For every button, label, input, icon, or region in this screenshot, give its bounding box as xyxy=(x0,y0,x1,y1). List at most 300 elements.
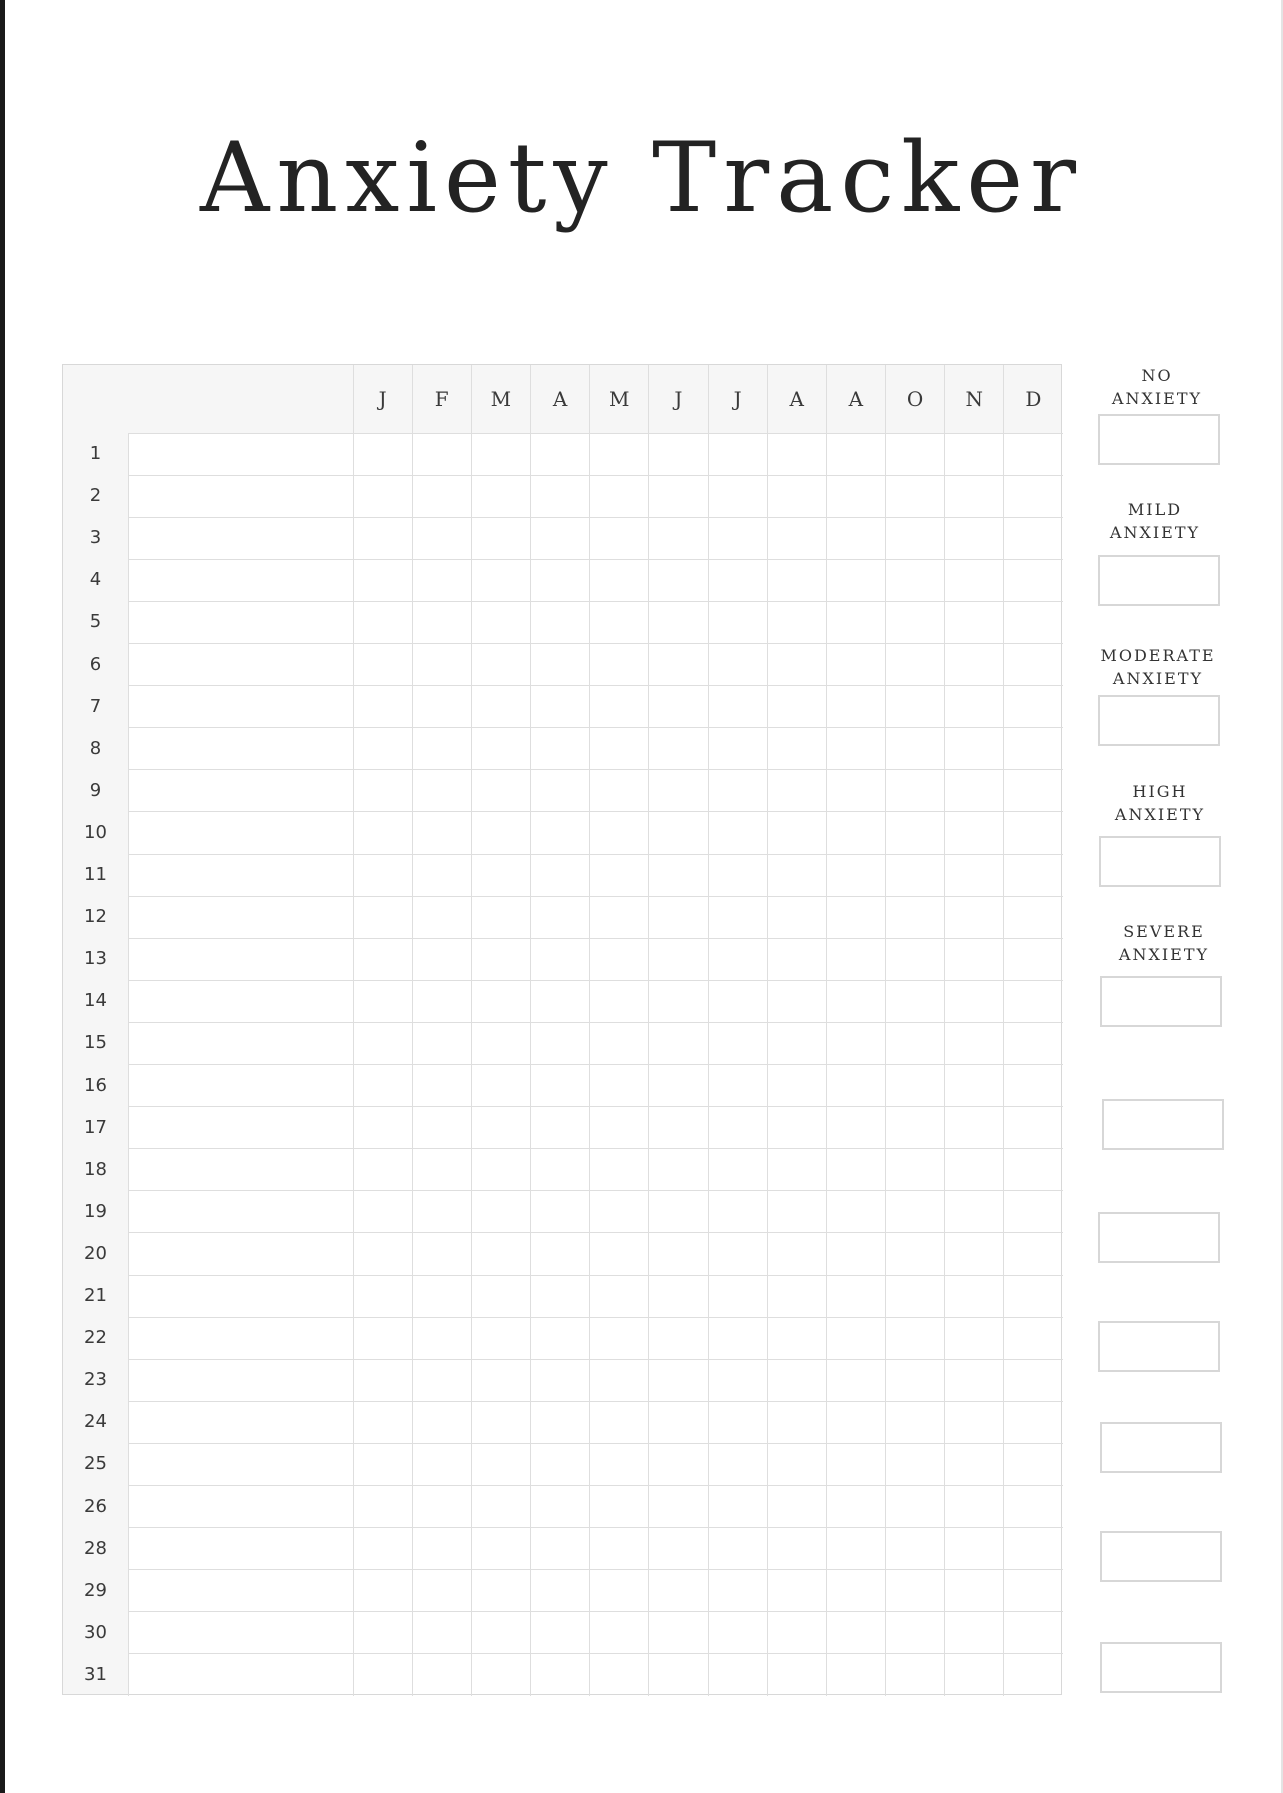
tracker-cell[interactable] xyxy=(590,1528,649,1570)
tracker-cell[interactable] xyxy=(945,1107,1004,1149)
tracker-cell[interactable] xyxy=(531,1107,590,1149)
tracker-cell[interactable] xyxy=(471,1654,530,1696)
tracker-cell[interactable] xyxy=(353,1401,412,1443)
tracker-cell[interactable] xyxy=(767,644,826,686)
tracker-cell[interactable] xyxy=(886,1654,945,1696)
tracker-cell[interactable] xyxy=(531,517,590,559)
tracker-cell[interactable] xyxy=(649,1654,708,1696)
tracker-cell[interactable] xyxy=(471,1317,530,1359)
tracker-cell[interactable] xyxy=(531,601,590,643)
tracker-cell[interactable] xyxy=(649,1233,708,1275)
tracker-cell[interactable] xyxy=(590,559,649,601)
tracker-cell[interactable] xyxy=(649,1612,708,1654)
tracker-cell[interactable] xyxy=(708,559,767,601)
tracker-cell[interactable] xyxy=(1004,1401,1063,1443)
tracker-cell[interactable] xyxy=(412,1275,471,1317)
tracker-cell[interactable] xyxy=(353,1612,412,1654)
tracker-cell[interactable] xyxy=(767,1317,826,1359)
tracker-cell[interactable] xyxy=(886,1275,945,1317)
day-note-cell[interactable] xyxy=(128,896,353,938)
tracker-cell[interactable] xyxy=(886,770,945,812)
day-note-cell[interactable] xyxy=(128,1528,353,1570)
tracker-cell[interactable] xyxy=(945,517,1004,559)
tracker-cell[interactable] xyxy=(531,896,590,938)
tracker-cell[interactable] xyxy=(886,938,945,980)
tracker-cell[interactable] xyxy=(649,1570,708,1612)
tracker-cell[interactable] xyxy=(353,559,412,601)
tracker-cell[interactable] xyxy=(886,644,945,686)
tracker-cell[interactable] xyxy=(886,1612,945,1654)
tracker-cell[interactable] xyxy=(471,644,530,686)
tracker-cell[interactable] xyxy=(767,1107,826,1149)
tracker-cell[interactable] xyxy=(353,1443,412,1485)
tracker-cell[interactable] xyxy=(412,1107,471,1149)
tracker-cell[interactable] xyxy=(708,1022,767,1064)
tracker-cell[interactable] xyxy=(1004,1654,1063,1696)
tracker-cell[interactable] xyxy=(353,1149,412,1191)
day-note-cell[interactable] xyxy=(128,601,353,643)
tracker-cell[interactable] xyxy=(649,896,708,938)
tracker-cell[interactable] xyxy=(708,1317,767,1359)
tracker-cell[interactable] xyxy=(945,1612,1004,1654)
tracker-cell[interactable] xyxy=(708,1107,767,1149)
tracker-cell[interactable] xyxy=(886,433,945,475)
tracker-cell[interactable] xyxy=(590,1359,649,1401)
tracker-cell[interactable] xyxy=(945,1149,1004,1191)
tracker-cell[interactable] xyxy=(945,1233,1004,1275)
tracker-cell[interactable] xyxy=(1004,1107,1063,1149)
tracker-cell[interactable] xyxy=(826,1654,885,1696)
tracker-cell[interactable] xyxy=(708,1149,767,1191)
tracker-cell[interactable] xyxy=(531,1317,590,1359)
tracker-cell[interactable] xyxy=(353,1570,412,1612)
tracker-cell[interactable] xyxy=(886,980,945,1022)
tracker-cell[interactable] xyxy=(886,601,945,643)
tracker-cell[interactable] xyxy=(708,1654,767,1696)
day-note-cell[interactable] xyxy=(128,1654,353,1696)
tracker-cell[interactable] xyxy=(826,980,885,1022)
tracker-cell[interactable] xyxy=(649,1149,708,1191)
tracker-cell[interactable] xyxy=(708,938,767,980)
tracker-cell[interactable] xyxy=(708,1191,767,1233)
tracker-cell[interactable] xyxy=(1004,1359,1063,1401)
tracker-cell[interactable] xyxy=(649,686,708,728)
tracker-cell[interactable] xyxy=(708,1275,767,1317)
day-note-cell[interactable] xyxy=(128,517,353,559)
tracker-cell[interactable] xyxy=(471,1065,530,1107)
legend-color-box[interactable] xyxy=(1098,414,1220,465)
tracker-cell[interactable] xyxy=(590,601,649,643)
tracker-cell[interactable] xyxy=(471,686,530,728)
tracker-cell[interactable] xyxy=(886,1191,945,1233)
tracker-cell[interactable] xyxy=(353,812,412,854)
tracker-cell[interactable] xyxy=(945,1486,1004,1528)
tracker-cell[interactable] xyxy=(886,1149,945,1191)
tracker-cell[interactable] xyxy=(945,1022,1004,1064)
tracker-cell[interactable] xyxy=(649,517,708,559)
tracker-cell[interactable] xyxy=(412,1486,471,1528)
tracker-cell[interactable] xyxy=(886,1317,945,1359)
tracker-cell[interactable] xyxy=(590,1443,649,1485)
tracker-cell[interactable] xyxy=(826,1528,885,1570)
tracker-cell[interactable] xyxy=(412,517,471,559)
tracker-cell[interactable] xyxy=(649,980,708,1022)
tracker-cell[interactable] xyxy=(945,1317,1004,1359)
tracker-cell[interactable] xyxy=(412,559,471,601)
tracker-cell[interactable] xyxy=(353,1065,412,1107)
day-note-cell[interactable] xyxy=(128,1233,353,1275)
tracker-cell[interactable] xyxy=(590,1233,649,1275)
tracker-cell[interactable] xyxy=(886,1233,945,1275)
tracker-cell[interactable] xyxy=(886,1570,945,1612)
tracker-cell[interactable] xyxy=(767,559,826,601)
tracker-cell[interactable] xyxy=(649,1401,708,1443)
day-note-cell[interactable] xyxy=(128,1065,353,1107)
tracker-cell[interactable] xyxy=(531,770,590,812)
tracker-cell[interactable] xyxy=(767,475,826,517)
tracker-cell[interactable] xyxy=(531,980,590,1022)
tracker-cell[interactable] xyxy=(412,686,471,728)
tracker-cell[interactable] xyxy=(767,1149,826,1191)
tracker-cell[interactable] xyxy=(826,812,885,854)
tracker-cell[interactable] xyxy=(412,1149,471,1191)
tracker-cell[interactable] xyxy=(767,1275,826,1317)
tracker-cell[interactable] xyxy=(1004,770,1063,812)
tracker-cell[interactable] xyxy=(826,1022,885,1064)
tracker-cell[interactable] xyxy=(1004,517,1063,559)
tracker-cell[interactable] xyxy=(590,1022,649,1064)
tracker-cell[interactable] xyxy=(531,686,590,728)
tracker-cell[interactable] xyxy=(590,1275,649,1317)
tracker-cell[interactable] xyxy=(353,1528,412,1570)
tracker-cell[interactable] xyxy=(649,854,708,896)
tracker-cell[interactable] xyxy=(826,1443,885,1485)
day-note-cell[interactable] xyxy=(128,770,353,812)
tracker-cell[interactable] xyxy=(1004,644,1063,686)
tracker-cell[interactable] xyxy=(1004,728,1063,770)
tracker-cell[interactable] xyxy=(1004,896,1063,938)
tracker-cell[interactable] xyxy=(708,1443,767,1485)
tracker-cell[interactable] xyxy=(1004,1317,1063,1359)
tracker-cell[interactable] xyxy=(353,770,412,812)
tracker-cell[interactable] xyxy=(1004,1570,1063,1612)
tracker-cell[interactable] xyxy=(708,1486,767,1528)
tracker-cell[interactable] xyxy=(531,1443,590,1485)
tracker-cell[interactable] xyxy=(590,1486,649,1528)
tracker-cell[interactable] xyxy=(826,644,885,686)
tracker-cell[interactable] xyxy=(353,854,412,896)
tracker-cell[interactable] xyxy=(590,1612,649,1654)
day-note-cell[interactable] xyxy=(128,854,353,896)
tracker-cell[interactable] xyxy=(471,938,530,980)
tracker-cell[interactable] xyxy=(649,1486,708,1528)
tracker-cell[interactable] xyxy=(826,728,885,770)
tracker-cell[interactable] xyxy=(353,728,412,770)
tracker-cell[interactable] xyxy=(1004,1528,1063,1570)
tracker-cell[interactable] xyxy=(945,1191,1004,1233)
tracker-cell[interactable] xyxy=(412,728,471,770)
tracker-cell[interactable] xyxy=(531,1022,590,1064)
tracker-cell[interactable] xyxy=(412,644,471,686)
tracker-cell[interactable] xyxy=(945,980,1004,1022)
tracker-cell[interactable] xyxy=(590,1191,649,1233)
tracker-cell[interactable] xyxy=(471,1528,530,1570)
tracker-cell[interactable] xyxy=(590,812,649,854)
tracker-cell[interactable] xyxy=(826,1570,885,1612)
tracker-cell[interactable] xyxy=(471,1612,530,1654)
tracker-cell[interactable] xyxy=(708,770,767,812)
tracker-cell[interactable] xyxy=(826,1486,885,1528)
extra-legend-box[interactable] xyxy=(1100,1642,1222,1693)
tracker-cell[interactable] xyxy=(1004,938,1063,980)
day-note-cell[interactable] xyxy=(128,1570,353,1612)
tracker-cell[interactable] xyxy=(531,1233,590,1275)
tracker-cell[interactable] xyxy=(945,1359,1004,1401)
tracker-cell[interactable] xyxy=(531,938,590,980)
tracker-cell[interactable] xyxy=(1004,1065,1063,1107)
tracker-cell[interactable] xyxy=(767,1022,826,1064)
tracker-cell[interactable] xyxy=(412,1443,471,1485)
tracker-cell[interactable] xyxy=(767,980,826,1022)
tracker-cell[interactable] xyxy=(945,644,1004,686)
tracker-cell[interactable] xyxy=(353,1654,412,1696)
tracker-cell[interactable] xyxy=(708,686,767,728)
tracker-cell[interactable] xyxy=(826,854,885,896)
tracker-cell[interactable] xyxy=(531,1065,590,1107)
tracker-cell[interactable] xyxy=(945,1401,1004,1443)
tracker-cell[interactable] xyxy=(767,1359,826,1401)
tracker-cell[interactable] xyxy=(886,1401,945,1443)
tracker-cell[interactable] xyxy=(353,601,412,643)
tracker-cell[interactable] xyxy=(708,728,767,770)
tracker-cell[interactable] xyxy=(945,475,1004,517)
tracker-cell[interactable] xyxy=(590,1570,649,1612)
tracker-cell[interactable] xyxy=(649,1065,708,1107)
tracker-cell[interactable] xyxy=(590,433,649,475)
tracker-cell[interactable] xyxy=(590,644,649,686)
day-note-cell[interactable] xyxy=(128,1401,353,1443)
tracker-cell[interactable] xyxy=(412,854,471,896)
tracker-cell[interactable] xyxy=(531,559,590,601)
day-note-cell[interactable] xyxy=(128,1275,353,1317)
tracker-cell[interactable] xyxy=(708,896,767,938)
tracker-cell[interactable] xyxy=(471,1107,530,1149)
tracker-cell[interactable] xyxy=(767,686,826,728)
tracker-cell[interactable] xyxy=(767,854,826,896)
tracker-cell[interactable] xyxy=(531,1570,590,1612)
tracker-cell[interactable] xyxy=(886,559,945,601)
tracker-cell[interactable] xyxy=(1004,1233,1063,1275)
tracker-cell[interactable] xyxy=(412,1654,471,1696)
tracker-cell[interactable] xyxy=(1004,686,1063,728)
tracker-cell[interactable] xyxy=(945,728,1004,770)
tracker-cell[interactable] xyxy=(590,1149,649,1191)
tracker-cell[interactable] xyxy=(412,1233,471,1275)
tracker-cell[interactable] xyxy=(886,1359,945,1401)
tracker-cell[interactable] xyxy=(945,559,1004,601)
tracker-cell[interactable] xyxy=(826,1359,885,1401)
day-note-cell[interactable] xyxy=(128,812,353,854)
tracker-cell[interactable] xyxy=(531,1191,590,1233)
tracker-cell[interactable] xyxy=(353,1317,412,1359)
tracker-cell[interactable] xyxy=(767,1570,826,1612)
tracker-cell[interactable] xyxy=(1004,601,1063,643)
tracker-cell[interactable] xyxy=(886,1022,945,1064)
tracker-cell[interactable] xyxy=(471,1022,530,1064)
tracker-cell[interactable] xyxy=(353,1359,412,1401)
tracker-cell[interactable] xyxy=(531,812,590,854)
tracker-cell[interactable] xyxy=(708,517,767,559)
tracker-cell[interactable] xyxy=(353,686,412,728)
tracker-cell[interactable] xyxy=(412,1065,471,1107)
tracker-cell[interactable] xyxy=(471,812,530,854)
tracker-cell[interactable] xyxy=(531,1401,590,1443)
tracker-cell[interactable] xyxy=(826,1107,885,1149)
day-note-cell[interactable] xyxy=(128,1359,353,1401)
tracker-cell[interactable] xyxy=(826,938,885,980)
tracker-cell[interactable] xyxy=(649,728,708,770)
tracker-cell[interactable] xyxy=(471,728,530,770)
tracker-cell[interactable] xyxy=(767,938,826,980)
tracker-cell[interactable] xyxy=(412,475,471,517)
tracker-cell[interactable] xyxy=(826,1275,885,1317)
tracker-cell[interactable] xyxy=(471,1570,530,1612)
tracker-cell[interactable] xyxy=(649,1191,708,1233)
tracker-cell[interactable] xyxy=(1004,1022,1063,1064)
tracker-cell[interactable] xyxy=(1004,1149,1063,1191)
tracker-cell[interactable] xyxy=(590,728,649,770)
tracker-cell[interactable] xyxy=(886,854,945,896)
tracker-cell[interactable] xyxy=(412,1317,471,1359)
tracker-cell[interactable] xyxy=(353,980,412,1022)
tracker-cell[interactable] xyxy=(590,686,649,728)
tracker-cell[interactable] xyxy=(649,644,708,686)
tracker-cell[interactable] xyxy=(531,1275,590,1317)
tracker-cell[interactable] xyxy=(649,559,708,601)
tracker-cell[interactable] xyxy=(767,1065,826,1107)
tracker-cell[interactable] xyxy=(945,938,1004,980)
tracker-cell[interactable] xyxy=(412,433,471,475)
tracker-cell[interactable] xyxy=(767,1654,826,1696)
legend-color-box[interactable] xyxy=(1098,555,1220,606)
tracker-cell[interactable] xyxy=(826,896,885,938)
tracker-cell[interactable] xyxy=(886,1443,945,1485)
tracker-cell[interactable] xyxy=(945,1528,1004,1570)
tracker-cell[interactable] xyxy=(826,475,885,517)
tracker-cell[interactable] xyxy=(649,938,708,980)
tracker-cell[interactable] xyxy=(590,770,649,812)
tracker-cell[interactable] xyxy=(886,812,945,854)
day-note-cell[interactable] xyxy=(128,938,353,980)
extra-legend-box[interactable] xyxy=(1100,1422,1222,1473)
tracker-cell[interactable] xyxy=(590,1654,649,1696)
tracker-cell[interactable] xyxy=(767,1528,826,1570)
tracker-cell[interactable] xyxy=(708,475,767,517)
tracker-cell[interactable] xyxy=(886,686,945,728)
tracker-cell[interactable] xyxy=(886,1107,945,1149)
day-note-cell[interactable] xyxy=(128,1191,353,1233)
tracker-cell[interactable] xyxy=(1004,980,1063,1022)
tracker-cell[interactable] xyxy=(590,1401,649,1443)
tracker-cell[interactable] xyxy=(886,1528,945,1570)
tracker-cell[interactable] xyxy=(471,854,530,896)
tracker-cell[interactable] xyxy=(767,1486,826,1528)
tracker-cell[interactable] xyxy=(945,1570,1004,1612)
tracker-cell[interactable] xyxy=(708,1612,767,1654)
tracker-cell[interactable] xyxy=(590,517,649,559)
tracker-cell[interactable] xyxy=(708,1359,767,1401)
tracker-cell[interactable] xyxy=(353,1191,412,1233)
tracker-cell[interactable] xyxy=(886,1486,945,1528)
tracker-cell[interactable] xyxy=(708,1570,767,1612)
tracker-cell[interactable] xyxy=(590,1107,649,1149)
extra-legend-box[interactable] xyxy=(1098,1212,1220,1263)
tracker-cell[interactable] xyxy=(471,1359,530,1401)
day-note-cell[interactable] xyxy=(128,1317,353,1359)
tracker-cell[interactable] xyxy=(471,980,530,1022)
tracker-cell[interactable] xyxy=(886,475,945,517)
tracker-cell[interactable] xyxy=(1004,559,1063,601)
tracker-cell[interactable] xyxy=(412,1401,471,1443)
tracker-cell[interactable] xyxy=(945,896,1004,938)
tracker-cell[interactable] xyxy=(649,475,708,517)
legend-color-box[interactable] xyxy=(1099,836,1221,887)
tracker-cell[interactable] xyxy=(649,1443,708,1485)
tracker-cell[interactable] xyxy=(590,475,649,517)
tracker-cell[interactable] xyxy=(471,517,530,559)
tracker-cell[interactable] xyxy=(353,1107,412,1149)
tracker-cell[interactable] xyxy=(471,1191,530,1233)
tracker-cell[interactable] xyxy=(649,1022,708,1064)
tracker-cell[interactable] xyxy=(353,1022,412,1064)
day-note-cell[interactable] xyxy=(128,475,353,517)
tracker-cell[interactable] xyxy=(649,812,708,854)
tracker-cell[interactable] xyxy=(412,601,471,643)
tracker-cell[interactable] xyxy=(412,1612,471,1654)
tracker-cell[interactable] xyxy=(826,433,885,475)
tracker-cell[interactable] xyxy=(886,896,945,938)
tracker-cell[interactable] xyxy=(826,1065,885,1107)
day-note-cell[interactable] xyxy=(128,1612,353,1654)
tracker-cell[interactable] xyxy=(353,1275,412,1317)
tracker-cell[interactable] xyxy=(945,601,1004,643)
tracker-cell[interactable] xyxy=(708,1233,767,1275)
tracker-cell[interactable] xyxy=(708,433,767,475)
day-note-cell[interactable] xyxy=(128,1486,353,1528)
tracker-cell[interactable] xyxy=(649,1107,708,1149)
tracker-cell[interactable] xyxy=(649,433,708,475)
tracker-cell[interactable] xyxy=(1004,1275,1063,1317)
tracker-cell[interactable] xyxy=(471,1275,530,1317)
day-note-cell[interactable] xyxy=(128,644,353,686)
tracker-cell[interactable] xyxy=(412,896,471,938)
tracker-cell[interactable] xyxy=(826,1233,885,1275)
tracker-cell[interactable] xyxy=(412,770,471,812)
tracker-cell[interactable] xyxy=(945,1275,1004,1317)
tracker-cell[interactable] xyxy=(353,644,412,686)
tracker-cell[interactable] xyxy=(590,1317,649,1359)
day-note-cell[interactable] xyxy=(128,980,353,1022)
tracker-cell[interactable] xyxy=(353,433,412,475)
tracker-cell[interactable] xyxy=(1004,1486,1063,1528)
tracker-cell[interactable] xyxy=(767,1401,826,1443)
tracker-cell[interactable] xyxy=(590,896,649,938)
legend-color-box[interactable] xyxy=(1100,976,1222,1027)
tracker-cell[interactable] xyxy=(767,433,826,475)
tracker-cell[interactable] xyxy=(412,1570,471,1612)
tracker-cell[interactable] xyxy=(767,812,826,854)
tracker-cell[interactable] xyxy=(945,1065,1004,1107)
